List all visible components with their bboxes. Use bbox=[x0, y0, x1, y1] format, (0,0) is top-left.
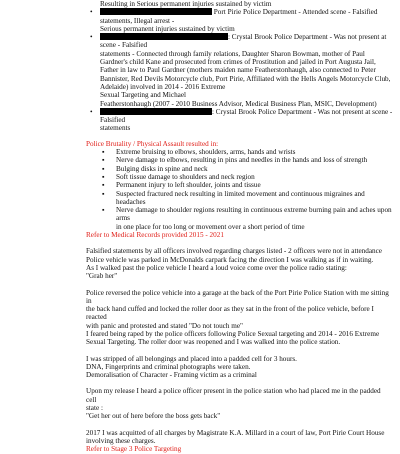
injury-item: ▪ Extreme bruising to elbows, shoulders, arms, hands and wrists bbox=[116, 148, 396, 156]
officer-line: Father in law to Paul Gardner (mothers maiden name Featherstonhaugh, also connected to Peter bbox=[100, 66, 376, 75]
injury-item bbox=[116, 206, 396, 231]
paragraph-line: involving these charges. bbox=[86, 436, 156, 445]
stage3-link[interactable]: Refer to Stage 3 Police Targeting bbox=[86, 445, 182, 454]
officer-item-3 bbox=[100, 108, 396, 133]
officer-line: statements - Connected through family relations, Daughter Sharon Bowman, mother of Paul bbox=[100, 49, 365, 58]
paragraph-line: state : bbox=[86, 404, 103, 413]
paragraph-line: with panic and protested and stated "Do not touch me" bbox=[86, 321, 243, 330]
injury-line: Nerve damage to shoulder regions resulting in continuous extreme burning pain and aches upon arms bbox=[116, 206, 392, 223]
officer-line: : Crystal Brook Police Department - Was not present at scene - Falsified bbox=[100, 33, 387, 50]
injury-item: ▪ Bulging disks in spine and neck bbox=[116, 165, 396, 173]
officer-line: Gardner's child Kane and prosecuted from crimes of Prostitution and jailed in Port Augusta Jail, bbox=[100, 58, 376, 67]
paragraph-line: the back hand cuffed and locked the roller door as they sat in the front of the police vehicle, before I reacted bbox=[86, 305, 374, 322]
redaction-bar bbox=[100, 33, 228, 40]
paragraph-line: As I walked past the police vehicle I heard a loud voice come over the police radio stating: bbox=[86, 263, 347, 272]
top-continuation bbox=[4, 0, 396, 8]
paragraph-falsified bbox=[4, 247, 396, 280]
paragraph-line: 2017 I was acquitted of all charges by Magistrate K.A. Millard in a court of law, Port Pirie Court House bbox=[86, 428, 385, 437]
paragraph-line: DNA, Fingerprints and criminal photographs were taken. bbox=[86, 362, 251, 371]
injury-list bbox=[4, 148, 396, 231]
officer-line: Bannister, Red Devils Motorcycle club, Port Pirie, Affiliated with the Hells Angels Motorcycle Club, bbox=[100, 74, 391, 83]
officer-line: : Crystal Brook Police Department - Was not present at scene - Falsified bbox=[100, 107, 393, 125]
injury-item: ▪ Nerve damage to elbows, resulting in pins and needles in the hands and loss of strength bbox=[116, 156, 396, 164]
injury-item: ▪ Permanent injury to left shoulder, joints and tissue bbox=[116, 181, 396, 189]
redaction-bar bbox=[100, 108, 212, 115]
paragraph-line: Sexual Targeting. The roller door was reopened and I was walked into the police station. bbox=[86, 338, 341, 347]
paragraph-line: Police reversed the police vehicle into a garage at the back of the Port Pirie Police Station with me sitting in bbox=[86, 288, 389, 305]
officer-line: Adelaide) involved in 2014 - 2016 Extreme bbox=[100, 82, 226, 91]
officer-line: statements bbox=[100, 124, 131, 133]
officer-line: Serious permanent injuries sustained by victim bbox=[100, 24, 235, 33]
paragraph-line: Falsified statements by all officers involved regarding charges listed - 2 officers were not in attendance bbox=[86, 247, 382, 256]
paragraph-acquittal bbox=[4, 429, 396, 454]
officer-line: Sexual Targeting and Michael bbox=[100, 91, 187, 100]
officer-line: Featherstonhaugh (2007 - 2010 Business Advisor, Medical Business Plan, MSIC, Development) bbox=[100, 99, 377, 108]
paragraph-line: I feared being raped by the police officers following Police Sexual targeting and 2014 - 2016 Extreme bbox=[86, 329, 380, 338]
paragraph-line: Demoralisation of Character - Framing victim as a criminal bbox=[86, 371, 257, 380]
redaction-bar bbox=[100, 8, 212, 15]
medical-records-link[interactable]: Refer to Medical Records provided 2015 - 2021 bbox=[86, 231, 224, 240]
paragraph-line: Upon my release I heard a police officer present in the police station who had placed me in the padded cell bbox=[86, 387, 381, 404]
injury-item: ▪ Suspected fractured neck resulting in limited movement and continuous migraines and headaches bbox=[116, 190, 396, 207]
continuation-line: Resulting in Serious permanent injuries sustained by victim bbox=[100, 0, 272, 8]
officer-item-2 bbox=[100, 33, 396, 108]
paragraph-line: "Grab her" bbox=[86, 272, 118, 281]
injury-line: in one place for too long or movement over a short period of time bbox=[116, 222, 305, 231]
injury-item: ▪ Soft tissue damage to shoulders and neck region bbox=[116, 173, 396, 181]
officer-item-1 bbox=[100, 8, 396, 33]
paragraph-line: "Get her out of here before the boss gets back" bbox=[86, 412, 221, 421]
paragraph-release bbox=[4, 387, 396, 420]
officer-line: Port Pirie Police Department - Attended scene - Falsified statements, Illegal arrest - bbox=[100, 8, 378, 25]
officer-list bbox=[4, 8, 396, 132]
paragraph-cell bbox=[4, 355, 396, 380]
paragraph-line: Police vehicle was parked in McDonalds carpark facing the direction I was walking as if in waiting. bbox=[86, 255, 374, 264]
paragraph-line: I was stripped of all belongings and placed into a padded cell for 3 hours. bbox=[86, 354, 297, 363]
paragraph-garage bbox=[4, 289, 396, 347]
brutality-heading: Police Brutality / Physical Assault resulted in: bbox=[86, 139, 219, 148]
